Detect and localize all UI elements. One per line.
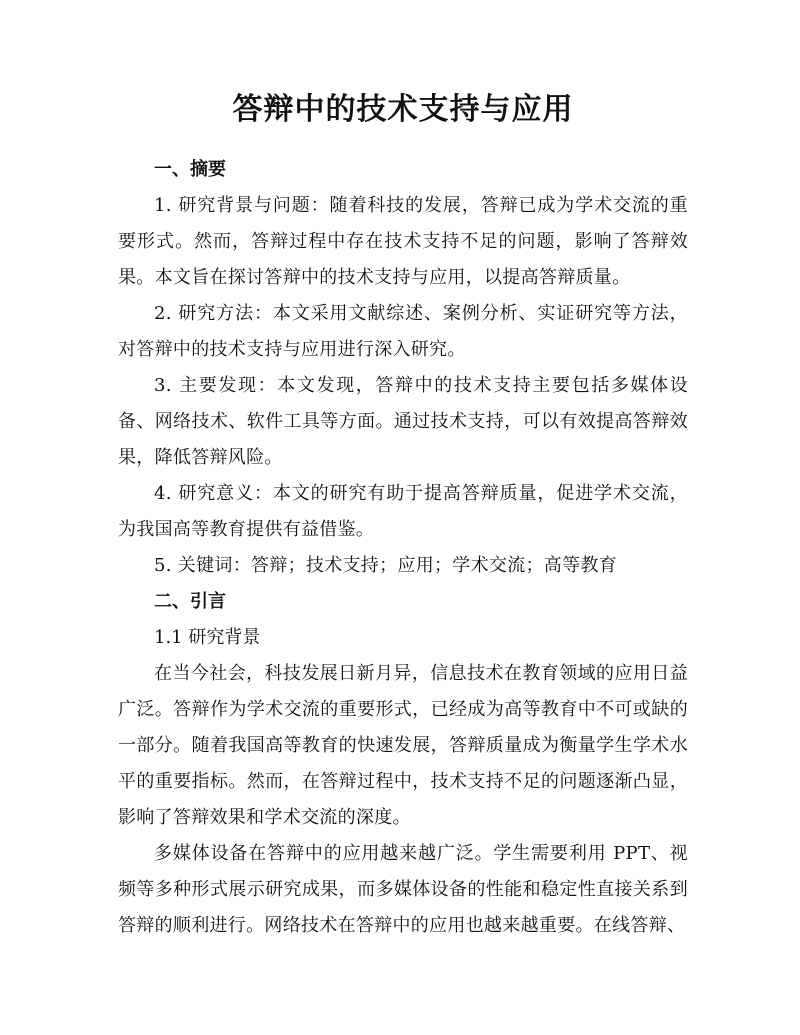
abstract-paragraph-significance: 4. 研究意义：本文的研究有助于提高答辩质量，促进学术交流，为我国高等教育提供有益借鉴。 <box>118 483 688 540</box>
section-heading-abstract: 一、摘要 <box>154 159 226 180</box>
section-introduction <box>118 584 688 944</box>
intro-paragraph-2: 多媒体设备在答辩中的应用越来越广泛。学生需要利用 PPT、视频等多种形式展示研究成果，而多媒体设备的性能和稳定性直接关系到答辩的顺利进行。网络技术在答辩中的应用也越来越重要。在线答辩、 <box>118 843 688 936</box>
abstract-paragraph-findings: 3. 主要发现：本文发现，答辩中的技术支持主要包括多媒体设备、网络技术、软件工具等方面。通过技术支持，可以有效提高答辩效果，降低答辩风险。 <box>118 375 688 468</box>
subsection-heading-background: 1.1 研究背景 <box>154 627 261 648</box>
abstract-paragraph-methods: 2. 研究方法：本文采用文献综述、案例分析、实证研究等方法，对答辩中的技术支持与应用进行深入研究。 <box>118 303 688 360</box>
section-abstract <box>118 152 688 584</box>
section-heading-introduction: 二、引言 <box>154 591 226 612</box>
abstract-paragraph-keywords: 5. 关键词：答辩；技术支持；应用；学术交流；高等教育 <box>154 555 617 576</box>
document-title: 答辩中的技术支持与应用 <box>232 92 574 127</box>
abstract-paragraph-background: 1. 研究背景与问题：随着科技的发展，答辩已成为学术交流的重要形式。然而，答辩过程中存在技术支持不足的问题，影响了答辩效果。本文旨在探讨答辩中的技术支持与应用，以提高答辩质量。 <box>118 195 688 288</box>
intro-paragraph-1: 在当今社会，科技发展日新月异，信息技术在教育领域的应用日益广泛。答辩作为学术交流的重要形式，已经成为高等教育中不可或缺的一部分。随着我国高等教育的快速发展，答辩质量成为衡量学生学术水平的重要指标。然而，在答辩过程中，技术支持不足的问题逐渐凸显，影响了答辩效果和学术交流的深度。 <box>118 663 688 828</box>
